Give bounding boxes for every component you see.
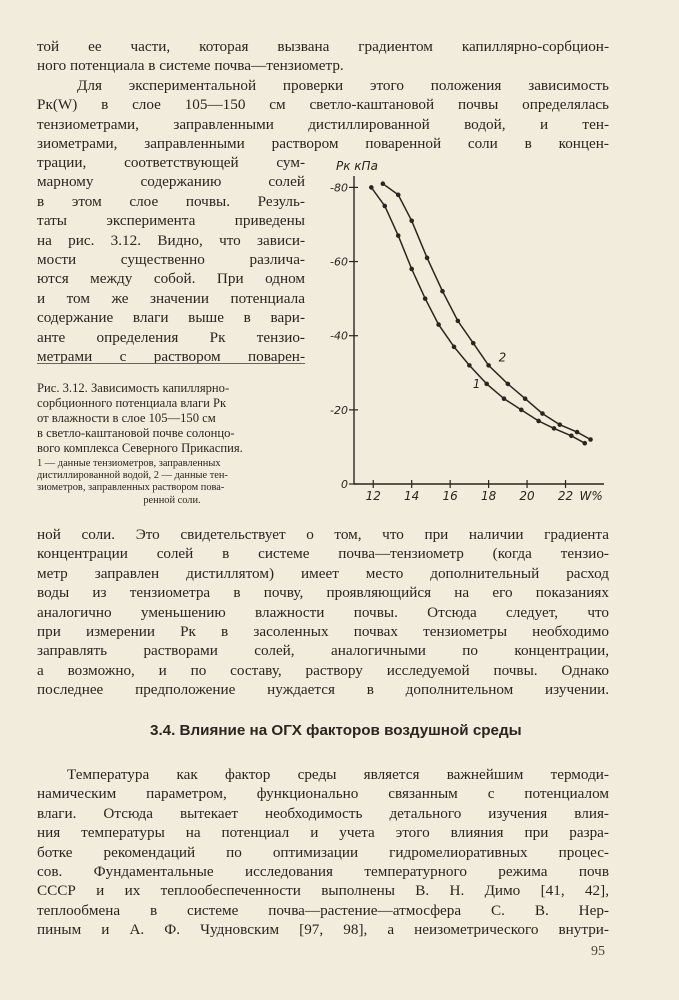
chart-figure — [322, 152, 620, 514]
legend-line: зиометров, заправленных раствором пова- — [37, 482, 225, 494]
caption-line: в светло-каштановой почве солонцо- — [37, 426, 235, 440]
y-tick-label: 0 — [341, 478, 348, 491]
text-line: Pк(W) в слое 105—150 см светло-каштановой почвы определялась — [37, 96, 609, 114]
data-point — [467, 363, 472, 368]
text-line: а возможно, и по составу, раствору исследуемой почвы. Однако — [37, 661, 609, 679]
text-line: при измерении Pк в засоленных почвах тензиометры необходимо — [37, 623, 609, 641]
legend-line: дистиллированной водой, 2 — данные тен- — [37, 470, 228, 482]
text-line: на рис. 3.12. Видно, что зависи- — [37, 231, 305, 249]
text-line: пиным и А. Ф. Чудновским [97, 98], а неизометрического внутри- — [37, 921, 609, 939]
chart-series — [369, 181, 593, 445]
data-point — [575, 430, 580, 435]
text-line: аналогично уменьшению влажности почвы. Отсюда следует, что — [37, 603, 609, 621]
y-tick-label: -80 — [330, 181, 348, 195]
paragraph-intro — [37, 37, 609, 76]
text-line: ются между собой. При одном — [37, 270, 305, 288]
data-point — [456, 319, 461, 324]
data-point — [436, 322, 441, 327]
data-point — [423, 296, 428, 301]
text-line: тензиометрами, заправленными дистиллированной водой, и тен- — [37, 115, 609, 133]
data-point — [396, 193, 401, 198]
figure-caption — [37, 381, 307, 507]
text-line: влаги. Отсюда вытекает необходимость детального изучения влия- — [37, 804, 609, 822]
data-point — [519, 408, 524, 413]
text-line: метрами с раствором поварен- — [37, 348, 305, 366]
data-point — [440, 289, 445, 294]
text-line: последнее предположение нуждается в дополнительном изучении. — [37, 681, 609, 699]
text-line: и том же значении потенциала — [37, 289, 305, 307]
legend-line: ренной соли. — [143, 494, 201, 506]
text-line: зиометрами, заправленными раствором поваренной соли в концен- — [37, 135, 609, 153]
data-point — [486, 363, 491, 368]
text-line: таты эксперимента приведены — [37, 212, 305, 230]
caption-divider — [37, 363, 305, 364]
x-tick-label: 14 — [404, 489, 420, 503]
text-line: трации, соответствующей сум- — [37, 154, 305, 171]
text-line: в этом слое почвы. Резуль- — [37, 192, 305, 210]
text-line: анте определения Pк тензио- — [37, 328, 305, 346]
data-point — [523, 396, 528, 401]
text-line: марному содержанию солей — [37, 173, 305, 191]
data-point — [557, 422, 562, 427]
caption-line: вого комплекса Северного Прикаспия. — [37, 441, 243, 455]
caption-line: Рис. 3.12. Зависимость капиллярно- — [37, 381, 230, 395]
text-line: ботке рекомендаций по оптимизации гидромелиоративных процес- — [37, 843, 609, 861]
series-label-1: 1 — [472, 376, 481, 391]
x-tick-label: 22 — [557, 489, 574, 503]
data-point — [409, 267, 414, 272]
text-line: СССР и их теплообеспеченности выполнены В. Н. Димо [41, 42], — [37, 882, 609, 900]
text-line: концентрации солей в системе почва—тензиометр (когда тензио- — [37, 545, 609, 563]
text-line: намическим параметром, функционально связанным с потенциалом — [37, 785, 609, 803]
x-tick-label: 18 — [480, 489, 497, 503]
series-label-2: 2 — [498, 350, 507, 365]
legend-line: 1 — данные тензиометров, заправленных — [37, 458, 221, 469]
data-point — [396, 233, 401, 238]
caption-line: от влажности в слое 105—150 см — [37, 411, 216, 425]
data-point — [540, 411, 545, 416]
data-point — [471, 341, 476, 346]
data-point — [506, 382, 511, 387]
text-line: мости существенно различа- — [37, 251, 305, 269]
data-point — [369, 185, 374, 190]
x-tick-label: 12 — [365, 489, 381, 503]
x-tick-label: 20 — [519, 489, 535, 503]
data-point — [536, 419, 541, 424]
text-line: заправлять растворами солей, аналогичными по концентрации, — [37, 642, 609, 660]
text-line: Температура как фактор среды является важнейшим термоди- — [67, 766, 609, 783]
y-tick-label: -60 — [330, 255, 348, 269]
text-line: сов. Фундаментальные исследования температурного режима почв — [37, 863, 609, 881]
text-line: теплообмена в системе почва—растение—атмосфера С. В. Нер- — [37, 901, 609, 919]
data-point — [484, 382, 489, 387]
y-tick-label: -20 — [330, 403, 348, 417]
data-point — [381, 181, 386, 186]
y-tick-label: -40 — [330, 329, 348, 343]
text-line: Для экспериментальной проверки этого положения зависимость — [77, 77, 609, 94]
series-line-1 — [371, 187, 585, 443]
x-tick-label: 16 — [442, 489, 458, 503]
figure-legend — [37, 458, 307, 507]
page-number: 95 — [591, 944, 605, 959]
caption-line: сорбционного потенциала влаги Pк — [37, 396, 227, 410]
paragraph-conclusion — [37, 525, 609, 700]
series-line-2 — [383, 184, 591, 440]
paragraph-experiment — [37, 76, 609, 154]
text-line: той ее части, которая вызвана градиентом капиллярно-сорбцион- — [37, 38, 609, 55]
data-point — [382, 204, 387, 209]
data-point — [502, 396, 507, 401]
chart-ticks — [330, 181, 603, 503]
data-point — [552, 426, 557, 431]
text-line: ния температуры на потенциал и учета этого влияния при разра- — [37, 824, 609, 842]
text-line: ной соли. Это свидетельствует о том, что при наличии градиента — [37, 526, 609, 543]
paragraph-temperature — [37, 765, 609, 940]
data-point — [409, 218, 414, 223]
data-point — [425, 256, 430, 261]
data-point — [452, 345, 457, 350]
data-point — [582, 441, 587, 446]
y-axis-label: Pк кПа — [336, 159, 378, 173]
section-heading: 3.4. Влияние на ОГХ факторов воздушной среды — [150, 722, 522, 739]
x-axis-label: W% — [579, 489, 603, 503]
data-point — [569, 434, 574, 439]
text-line: ного потенциала в системе почва—тензиометр. — [37, 57, 344, 75]
text-line: воды из тензиометра в почву, проявляющийся на его показаниях — [37, 584, 609, 602]
text-line: содержание влаги выше в вари- — [37, 309, 305, 327]
data-point — [588, 437, 593, 442]
paragraph-experiment-narrow — [37, 153, 305, 366]
text-line: метр заправлен дистиллятом) имеет место дополнительный расход — [37, 564, 609, 582]
